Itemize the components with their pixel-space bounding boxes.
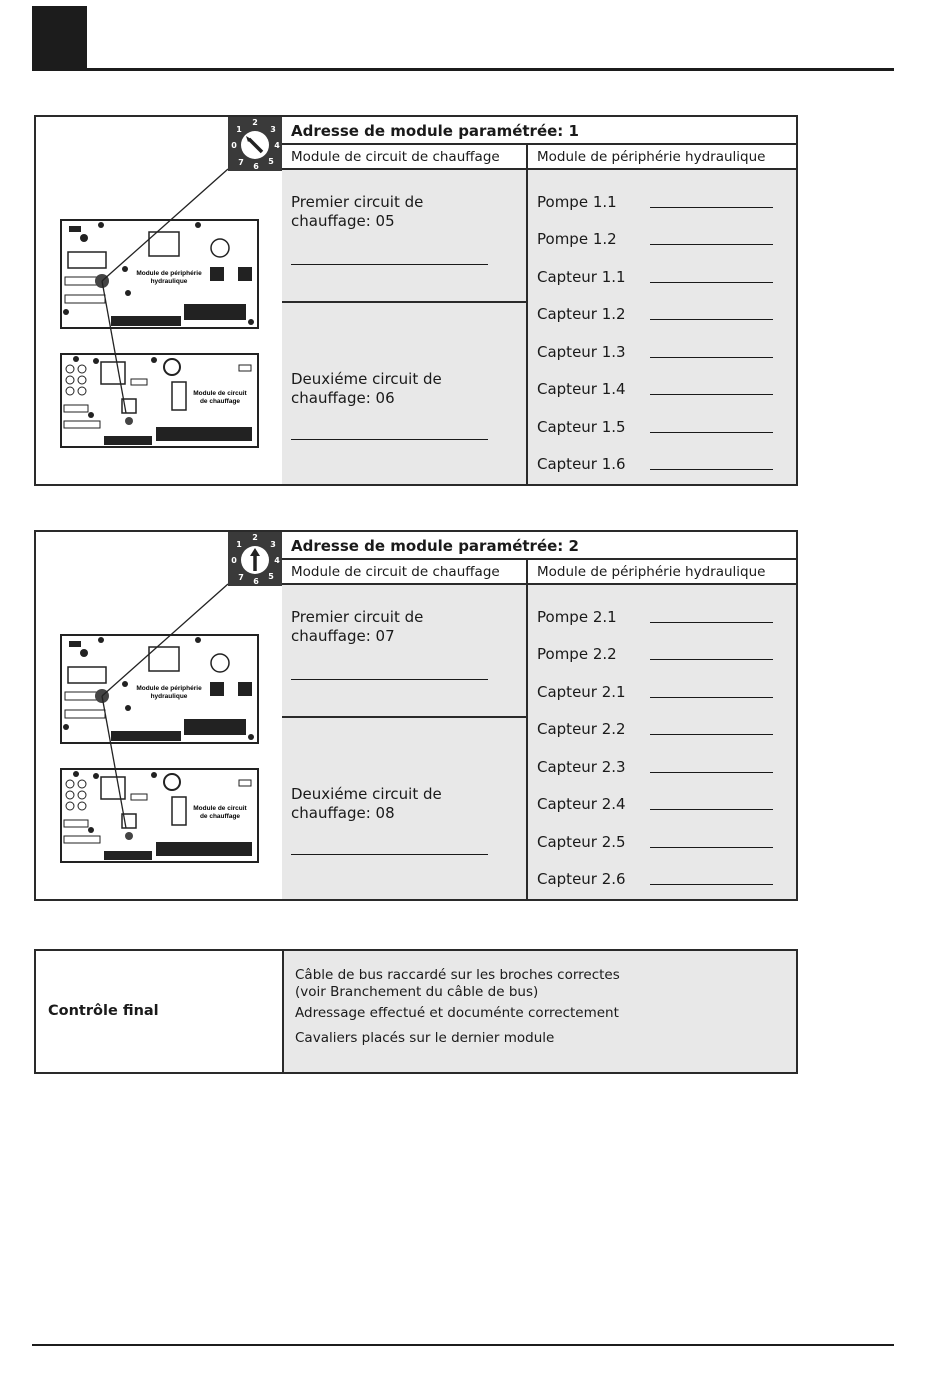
dial-digit: 2 <box>252 533 258 542</box>
dial-digit: 1 <box>236 125 242 134</box>
periphery-item: Capteur 1.6 <box>537 455 626 473</box>
module-section-2 <box>34 530 798 901</box>
col-header-hydraulic-module: Module de périphérie hydraulique <box>528 560 796 585</box>
final-check-item <box>295 1030 554 1047</box>
col-header-heating-module: Module de circuit de chauffage <box>282 145 528 170</box>
dial-digit: 0 <box>231 556 237 565</box>
periphery-entry-line[interactable] <box>650 659 773 660</box>
periphery-item: Capteur 2.2 <box>537 720 626 738</box>
board-bottom-label-1: Module de circuit <box>193 390 247 397</box>
periphery-entry-line[interactable] <box>650 469 773 470</box>
periphery-item: Capteur 2.4 <box>537 795 626 813</box>
periphery-item: Capteur 1.3 <box>537 343 626 361</box>
dial-digit: 5 <box>268 572 274 581</box>
dial-digit: 6 <box>253 162 259 171</box>
first-circuit-entry-line[interactable] <box>291 679 488 680</box>
final-check-item-line: (voir Branchement du câble de bus) <box>295 984 539 1000</box>
periphery-entry-line[interactable] <box>650 282 773 283</box>
board-illustration-panel <box>36 532 284 899</box>
first-circuit-entry-line[interactable] <box>291 264 488 265</box>
dial-digit: 3 <box>270 540 276 549</box>
board-top-label-1: Module de périphérie <box>136 270 202 277</box>
first-circuit-label <box>291 193 481 231</box>
board-illustration <box>36 532 282 899</box>
second-circuit-cell <box>282 718 528 899</box>
board-illustration <box>36 117 282 484</box>
final-check-item-line: Adressage effectué et documénte correctement <box>295 1005 619 1021</box>
final-check-item <box>295 967 620 1001</box>
address-dial-1 <box>228 117 282 171</box>
periphery-list <box>528 585 796 899</box>
module-section-1 <box>34 115 798 486</box>
periphery-item: Pompe 1.1 <box>537 193 617 211</box>
second-circuit-label <box>291 785 481 823</box>
board-bottom-label-2: de chauffage <box>199 398 241 405</box>
board-top-label-1: Module de périphérie <box>136 685 202 692</box>
periphery-entry-line[interactable] <box>650 847 773 848</box>
first-circuit-cell <box>282 585 528 717</box>
periphery-item: Pompe 2.2 <box>537 645 617 663</box>
periphery-entry-line[interactable] <box>650 244 773 245</box>
final-check-item-line: Câble de bus raccardé sur les broches correctes <box>295 967 620 983</box>
dial-digit: 0 <box>231 141 237 150</box>
second-circuit-label-line: Deuxiéme circuit de <box>291 370 442 388</box>
dial-digit: 4 <box>274 556 280 565</box>
final-check-items <box>282 951 796 1072</box>
second-circuit-label-line: chauffage: 08 <box>291 804 395 822</box>
board-illustration-panel <box>36 117 284 484</box>
periphery-item: Pompe 2.1 <box>537 608 617 626</box>
periphery-item: Capteur 1.5 <box>537 418 626 436</box>
dial-digit: 5 <box>268 157 274 166</box>
first-circuit-label-line: Premier circuit de <box>291 608 424 626</box>
periphery-item: Capteur 1.1 <box>537 268 626 286</box>
second-circuit-entry-line[interactable] <box>291 439 488 440</box>
periphery-list <box>528 170 796 484</box>
periphery-entry-line[interactable] <box>650 394 773 395</box>
dial-digit: 3 <box>270 125 276 134</box>
second-circuit-label <box>291 370 481 408</box>
col-header-heating-module: Module de circuit de chauffage <box>282 560 528 585</box>
periphery-entry-line[interactable] <box>650 809 773 810</box>
section-title: Adresse de module paramétrée: 1 <box>282 117 796 145</box>
periphery-item: Capteur 2.1 <box>537 683 626 701</box>
periphery-entry-line[interactable] <box>650 734 773 735</box>
first-circuit-label <box>291 608 481 646</box>
dial-digit: 6 <box>253 577 259 586</box>
final-check-label: Contrôle final <box>48 1003 159 1019</box>
address-dial-2 <box>228 532 282 586</box>
first-circuit-label-line: chauffage: 05 <box>291 212 395 230</box>
final-check-item <box>295 1005 619 1022</box>
periphery-entry-line[interactable] <box>650 772 773 773</box>
periphery-entry-line[interactable] <box>650 207 773 208</box>
dial-digit: 1 <box>236 540 242 549</box>
periphery-item: Capteur 2.6 <box>537 870 626 888</box>
final-check-item-line: Cavaliers placés sur le dernier module <box>295 1030 555 1046</box>
board-bottom-label-1: Module de circuit <box>193 805 247 812</box>
periphery-entry-line[interactable] <box>650 432 773 433</box>
periphery-item: Pompe 1.2 <box>537 230 617 248</box>
dial-digit: 4 <box>274 141 280 150</box>
second-circuit-label-line: Deuxiéme circuit de <box>291 785 442 803</box>
footer-rule <box>32 1344 894 1346</box>
periphery-entry-line[interactable] <box>650 884 773 885</box>
dial-digit: 7 <box>238 573 244 582</box>
section-title: Adresse de module paramétrée: 2 <box>282 532 796 560</box>
periphery-item: Capteur 1.4 <box>537 380 626 398</box>
second-circuit-cell <box>282 303 528 484</box>
dial-digit: 7 <box>238 158 244 167</box>
first-circuit-cell <box>282 170 528 302</box>
first-circuit-label-line: chauffage: 07 <box>291 627 395 645</box>
header-rule <box>32 68 894 71</box>
periphery-item: Capteur 1.2 <box>537 305 626 323</box>
final-check-section <box>34 949 798 1074</box>
second-circuit-label-line: chauffage: 06 <box>291 389 395 407</box>
periphery-entry-line[interactable] <box>650 319 773 320</box>
periphery-entry-line[interactable] <box>650 697 773 698</box>
periphery-entry-line[interactable] <box>650 622 773 623</box>
board-top-label-2: hydraulique <box>150 693 188 700</box>
dial-digit: 2 <box>252 118 258 127</box>
periphery-item: Capteur 2.5 <box>537 833 626 851</box>
board-bottom-label-2: de chauffage <box>199 813 241 820</box>
board-top-label-2: hydraulique <box>150 278 188 285</box>
chapter-marker-block <box>32 6 87 70</box>
first-circuit-label-line: Premier circuit de <box>291 193 424 211</box>
col-header-hydraulic-module: Module de périphérie hydraulique <box>528 145 796 170</box>
periphery-entry-line[interactable] <box>650 357 773 358</box>
periphery-item: Capteur 2.3 <box>537 758 626 776</box>
second-circuit-entry-line[interactable] <box>291 854 488 855</box>
